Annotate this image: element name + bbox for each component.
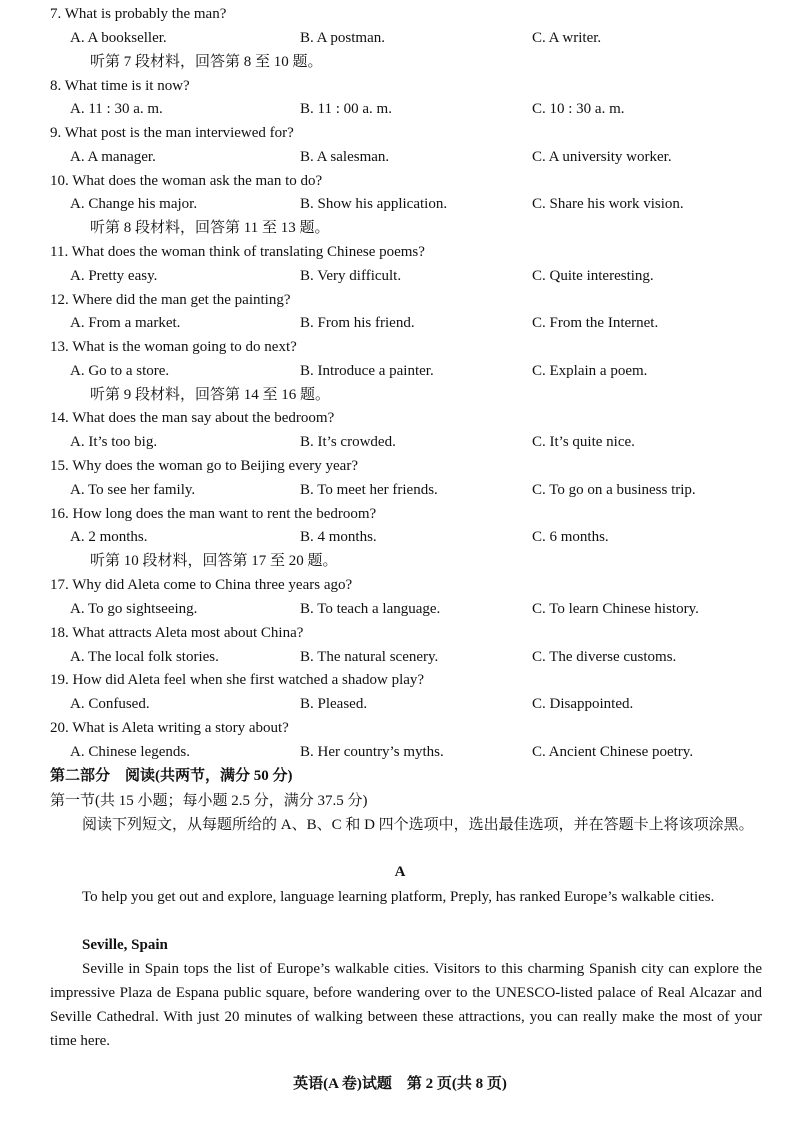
option-a: A. To see her family.	[70, 482, 196, 498]
question-line	[0, 335, 800, 359]
question-text: 16. How long does the man want to rent the bedroom?	[50, 506, 377, 522]
option-b: B. It’s crowded.	[300, 434, 396, 450]
subheading-seville: Seville, Spain	[82, 937, 168, 953]
option-c: C. A university worker.	[532, 149, 672, 165]
instruction-line	[0, 383, 800, 407]
option-b: B. From his friend.	[300, 315, 415, 331]
options-line	[0, 740, 800, 764]
option-c: C. Disappointed.	[532, 696, 634, 712]
question-line	[0, 454, 800, 478]
option-b: B. Introduce a painter.	[300, 363, 434, 379]
intro-paragraph: To help you get out and explore, language learning platform, Preply, has ranked Europe’s walkable cities.	[82, 889, 715, 905]
option-b: B. Her country’s myths.	[300, 744, 444, 760]
options-line	[0, 311, 800, 335]
option-c: C. From the Internet.	[532, 315, 659, 331]
passage-letter: A	[394, 864, 406, 880]
question-text: 20. What is Aleta writing a story about?	[50, 720, 289, 736]
question-line	[0, 121, 800, 145]
options-line	[0, 692, 800, 716]
question-text: 7. What is probably the man?	[50, 6, 227, 22]
listening-instruction-10: 听第 10 段材料，回答第 17 至 20 题。	[90, 553, 338, 569]
option-a: A. Go to a store.	[70, 363, 170, 379]
question-text: 13. What is the woman going to do next?	[50, 339, 297, 355]
option-b: B. Very difficult.	[300, 268, 402, 284]
option-c: C. Explain a poem.	[532, 363, 648, 379]
options-line	[0, 525, 800, 549]
question-line	[0, 169, 800, 193]
question-text: 18. What attracts Aleta most about China?	[50, 625, 304, 641]
option-c: C. 10 : 30 a. m.	[532, 101, 625, 117]
instruction-line	[0, 549, 800, 573]
option-a: A. Change his major.	[70, 196, 198, 212]
option-b: B. To meet her friends.	[300, 482, 438, 498]
question-text: 14. What does the man say about the bedroom?	[50, 410, 335, 426]
option-a: A. Pretty easy.	[70, 268, 158, 284]
option-b: B. To teach a language.	[300, 601, 441, 617]
option-c: C. The diverse customs.	[532, 649, 677, 665]
options-line	[0, 145, 800, 169]
option-a: A. 11 : 30 a. m.	[70, 101, 163, 117]
question-text: 19. How did Aleta feel when she first watched a shadow play?	[50, 672, 425, 688]
option-a: A. 2 months.	[70, 529, 148, 545]
options-line	[0, 430, 800, 454]
reading-instruction: 阅读下列短文，从每题所给的 A、B、C 和 D 四个选项中，选出最佳选项，并在答题卡上将该项涂黑。	[82, 817, 754, 833]
options-line	[0, 26, 800, 50]
option-c: C. A writer.	[532, 30, 602, 46]
option-b: B. A salesman.	[300, 149, 390, 165]
option-a: A. It’s too big.	[70, 434, 158, 450]
question-text: 10. What does the woman ask the man to do?	[50, 173, 323, 189]
part-two-title: 第二部分 阅读(共两节，满分 50 分)	[50, 768, 293, 784]
instruction-line	[0, 216, 800, 240]
option-a: A. A bookseller.	[70, 30, 167, 46]
question-line	[0, 406, 800, 430]
option-a: A. The local folk stories.	[70, 649, 219, 665]
option-b: B. Show his application.	[300, 196, 448, 212]
options-line	[0, 97, 800, 121]
listening-instruction-9: 听第 9 段材料，回答第 14 至 16 题。	[90, 387, 331, 403]
option-b: B. 4 months.	[300, 529, 377, 545]
question-line	[0, 288, 800, 312]
question-text: 11. What does the woman think of translating Chinese poems?	[50, 244, 425, 260]
section-heading-line	[0, 789, 800, 813]
option-c: C. It’s quite nice.	[532, 434, 635, 450]
option-b: B. 11 : 00 a. m.	[300, 101, 392, 117]
option-a: A. Chinese legends.	[70, 744, 190, 760]
option-a: A. Confused.	[70, 696, 150, 712]
subheading-line	[0, 933, 800, 957]
option-a: A. From a market.	[70, 315, 181, 331]
option-c: C. To go on a business trip.	[532, 482, 696, 498]
page-footer: 英语(A 卷)试题 第 2 页(共 8 页)	[293, 1076, 507, 1092]
option-c: C. To learn Chinese history.	[532, 601, 699, 617]
options-line	[0, 478, 800, 502]
options-line	[0, 264, 800, 288]
part-heading-line	[0, 764, 800, 788]
question-line	[0, 573, 800, 597]
question-line	[0, 74, 800, 98]
question-line	[0, 621, 800, 645]
option-b: B. The natural scenery.	[300, 649, 439, 665]
listening-instruction-8: 听第 8 段材料，回答第 11 至 13 题。	[90, 220, 330, 236]
question-line	[0, 502, 800, 526]
option-a: A. A manager.	[70, 149, 156, 165]
section-one-title: 第一节(共 15 小题；每小题 2.5 分，满分 37.5 分)	[50, 793, 368, 809]
options-line	[0, 192, 800, 216]
question-line	[0, 2, 800, 26]
question-line	[0, 240, 800, 264]
option-c: C. Share his work vision.	[532, 196, 684, 212]
options-line	[0, 597, 800, 621]
option-b: B. A postman.	[300, 30, 386, 46]
option-c: C. 6 months.	[532, 529, 609, 545]
option-c: C. Quite interesting.	[532, 268, 654, 284]
options-line	[0, 359, 800, 383]
question-text: 8. What time is it now?	[50, 78, 190, 94]
options-line	[0, 645, 800, 669]
question-line	[0, 668, 800, 692]
question-line	[0, 716, 800, 740]
instruction-line	[0, 50, 800, 74]
question-text: 17. Why did Aleta come to China three years ago?	[50, 577, 353, 593]
question-text: 15. Why does the woman go to Beijing every year?	[50, 458, 358, 474]
seville-paragraph: Seville in Spain tops the list of Europe’s walkable cities. Visitors to this charming Spanish city can explore the impressive Plaza de Espana public square, before wandering over to the UNESCO-listed palace of Real Alcazar and Seville Cathedral. With just 20 minutes of walking between these attractions, you can really make the most of your time here.	[50, 961, 762, 1049]
option-a: A. To go sightseeing.	[70, 601, 198, 617]
listening-instruction-7: 听第 7 段材料，回答第 8 至 10 题。	[90, 54, 323, 70]
question-text: 12. Where did the man get the painting?	[50, 292, 291, 308]
option-c: C. Ancient Chinese poetry.	[532, 744, 694, 760]
question-text: 9. What post is the man interviewed for?	[50, 125, 294, 141]
option-b: B. Pleased.	[300, 696, 368, 712]
